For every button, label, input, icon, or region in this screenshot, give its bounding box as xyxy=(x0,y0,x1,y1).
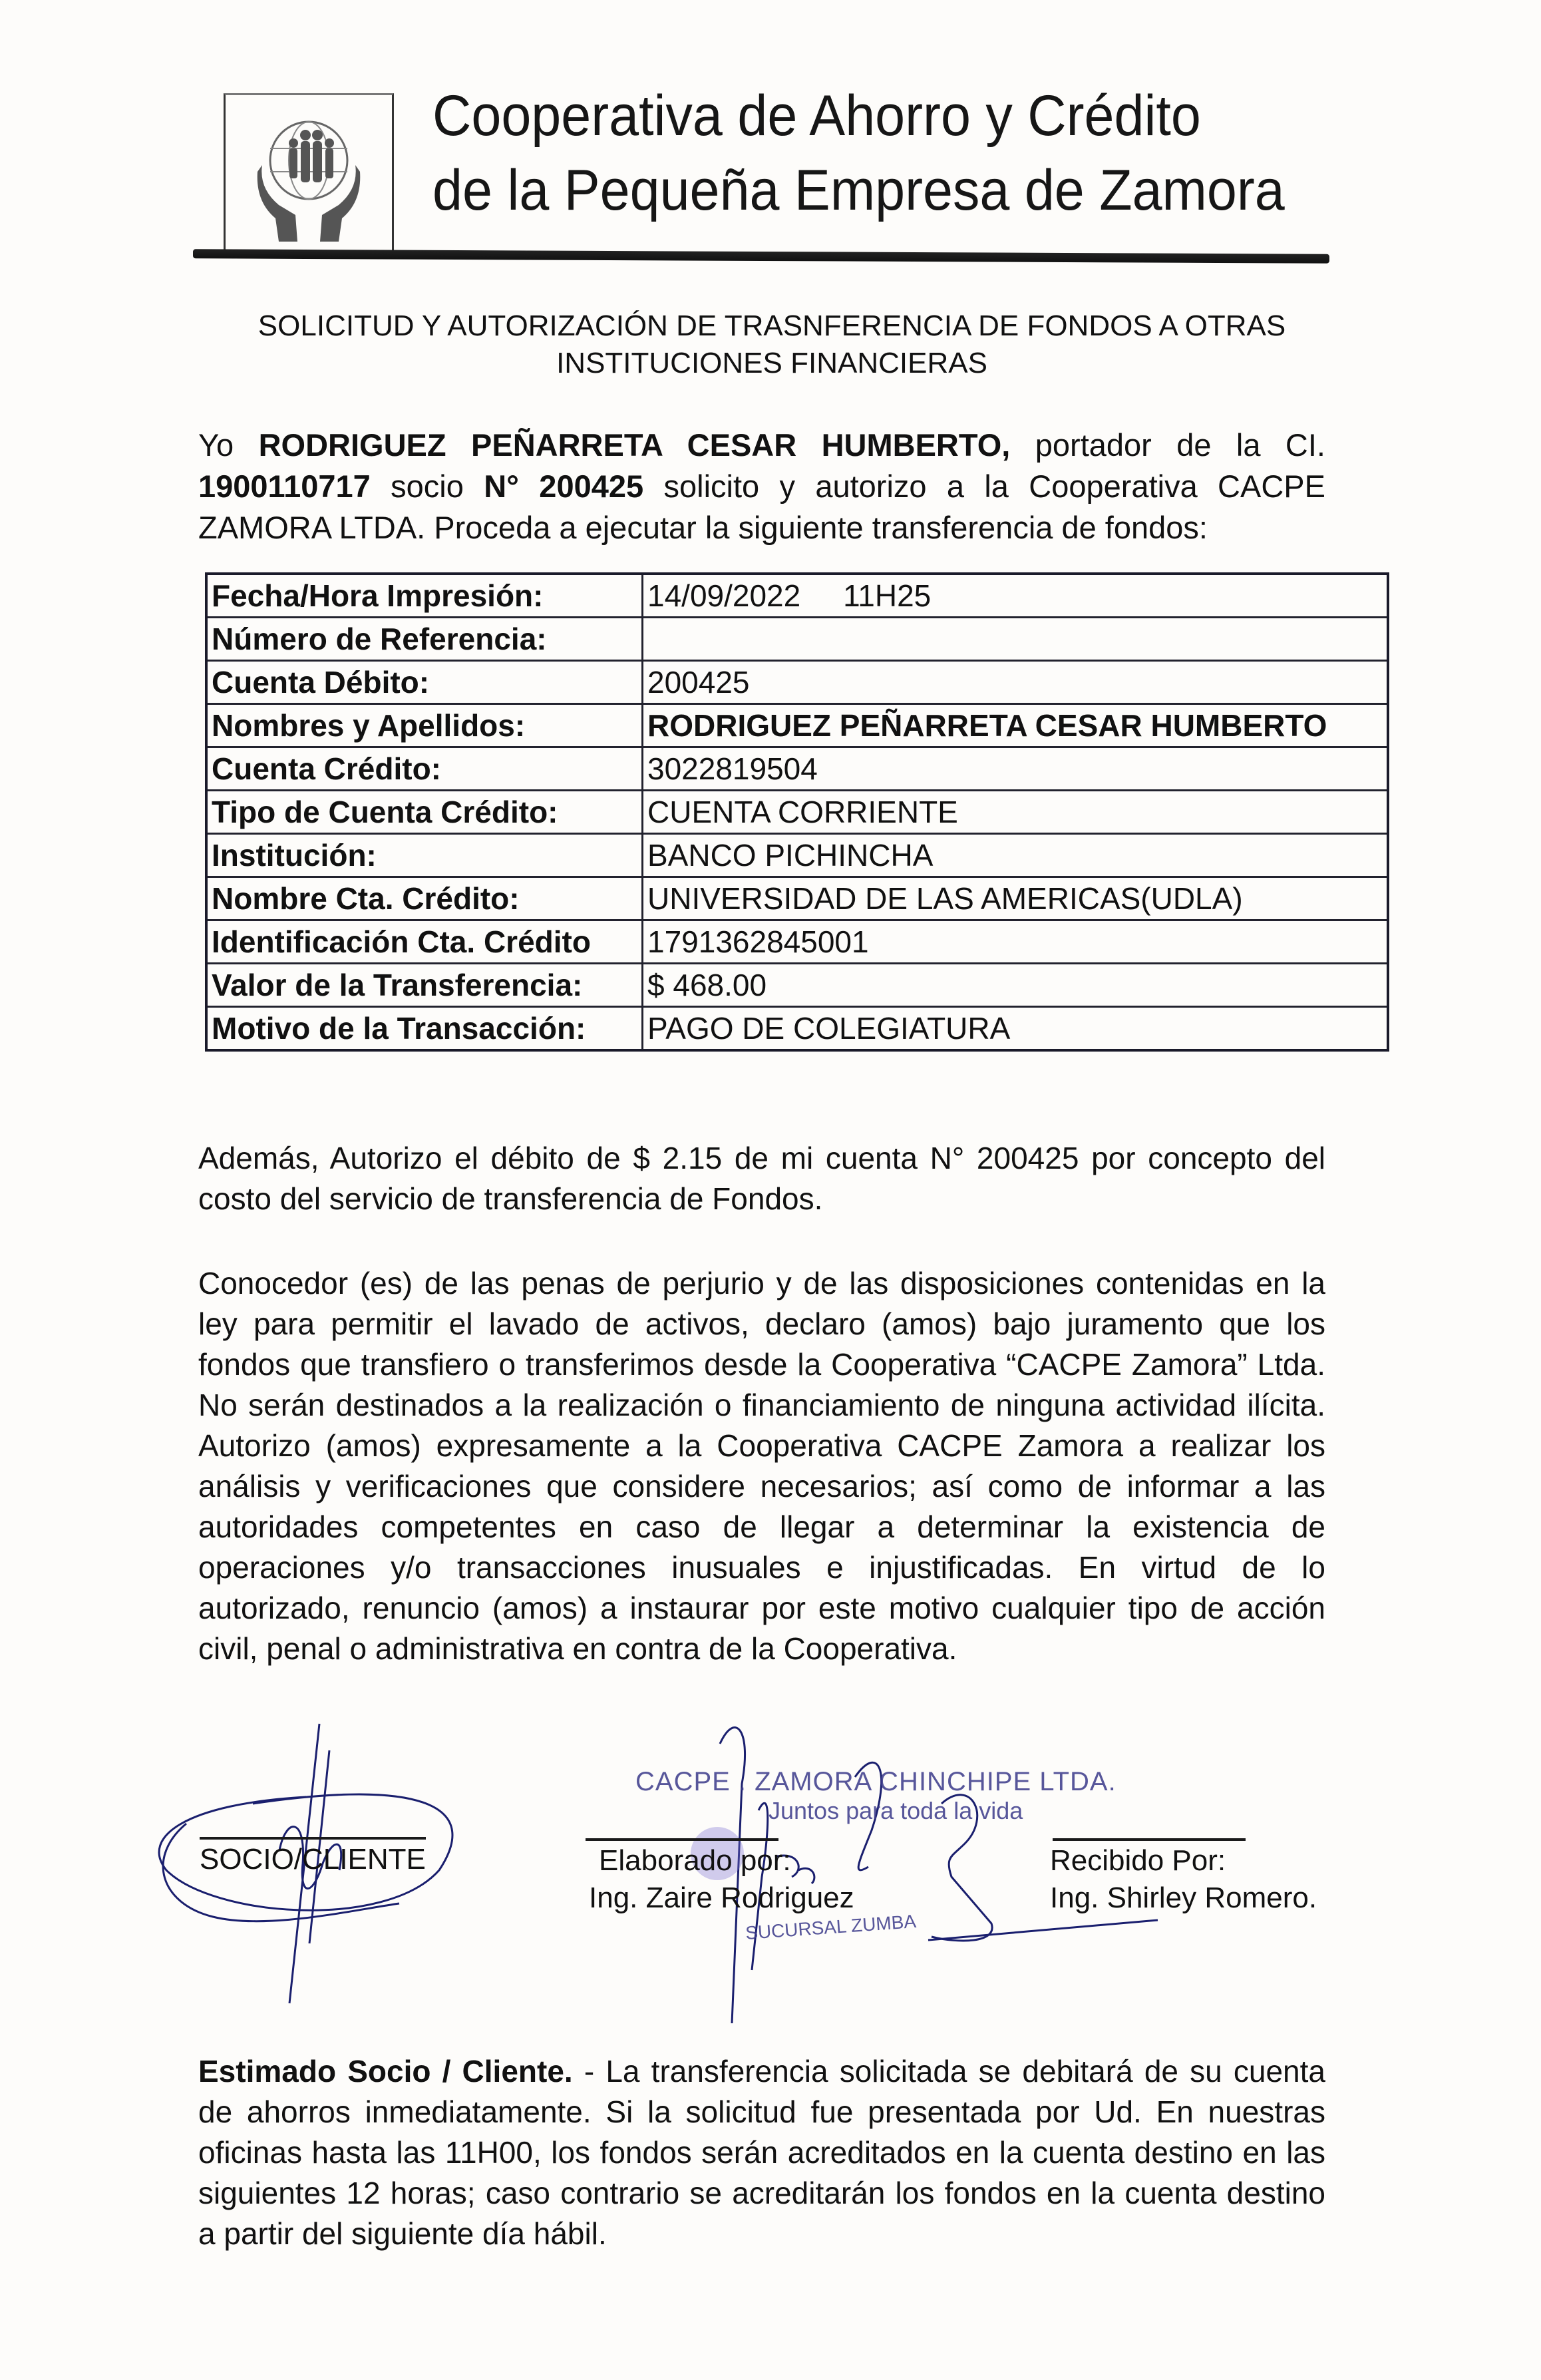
table-row xyxy=(206,920,1388,964)
organization-name-line2: de la Pequeña Empresa de Zamora xyxy=(432,158,1285,222)
table-row xyxy=(206,747,1388,791)
field-value: BANCO PICHINCHA xyxy=(643,834,1389,877)
table-row xyxy=(206,618,1388,661)
field-label: Cuenta Crédito: xyxy=(206,747,643,791)
field-label: Institución: xyxy=(206,834,643,877)
field-value: CUENTA CORRIENTE xyxy=(643,791,1389,834)
field-label: Cuenta Débito: xyxy=(206,661,643,704)
table-row xyxy=(206,661,1388,704)
intro-ci-text: portador de la CI. xyxy=(1010,427,1325,463)
intro-socio-text: socio xyxy=(370,469,484,504)
table-row xyxy=(206,574,1388,618)
applicant-ci: 1900110717 xyxy=(198,469,371,504)
field-label: Nombres y Apellidos: xyxy=(206,704,643,747)
field-label: Motivo de la Transacción: xyxy=(206,1007,643,1051)
received-signature-line xyxy=(1053,1838,1246,1841)
field-label: Fecha/Hora Impresión: xyxy=(206,574,643,618)
intro-statement xyxy=(198,425,1325,548)
cooperative-logo xyxy=(224,93,394,255)
client-signature-label: SOCIO/CLIENTE xyxy=(200,1843,426,1876)
received-by-label: Recibido Por: xyxy=(1050,1844,1226,1877)
applicant-name: RODRIGUEZ PEÑARRETA CESAR HUMBERTO, xyxy=(258,427,1011,463)
stamp-slogan: Juntos para toda la vida xyxy=(769,1797,1023,1824)
field-value: PAGO DE COLEGIATURA xyxy=(643,1007,1389,1051)
organization-name-line1: Cooperativa de Ahorro y Crédito xyxy=(432,84,1201,148)
table-row xyxy=(206,834,1388,877)
table-row xyxy=(206,791,1388,834)
field-value: UNIVERSIDAD DE LAS AMERICAS(UDLA) xyxy=(643,877,1389,920)
hands-globe-icon xyxy=(239,108,379,248)
customer-notice xyxy=(198,2051,1325,2254)
stamp-branch: SUCURSAL ZUMBA xyxy=(745,1911,917,1943)
header-divider xyxy=(193,249,1329,263)
field-value: 1791362845001 xyxy=(643,920,1389,964)
table-row xyxy=(206,704,1388,747)
prepared-by-label: Elaborado por: xyxy=(599,1844,791,1877)
field-value: $ 468.00 xyxy=(643,964,1389,1007)
field-label: Tipo de Cuenta Crédito: xyxy=(206,791,643,834)
notice-lead: Estimado Socio / Cliente. xyxy=(198,2054,573,2088)
table-row xyxy=(206,877,1388,920)
intro-suffix: solicito y autorizo a la Cooperativa CACPE ZAMORA LTDA. Proceda a ejecutar la siguiente transferencia de fondos: xyxy=(198,469,1325,545)
prepared-by-name: Ing. Zaire Rodriguez xyxy=(589,1882,854,1914)
table-row xyxy=(206,964,1388,1007)
field-value: 14/09/2022 11H25 xyxy=(643,574,1389,618)
additional-debit-text: Además, Autorizo el débito de $ 2.15 de mi cuenta N° 200425 por concepto del costo del servicio de transferencia de Fondos. xyxy=(198,1141,1325,1216)
field-label: Nombre Cta. Crédito: xyxy=(206,877,643,920)
field-value xyxy=(643,618,1389,661)
organization-name xyxy=(432,79,1285,228)
document-title-line2: INSTITUCIONES FINANCIERAS xyxy=(556,347,987,379)
document-title-line1: SOLICITUD Y AUTORIZACIÓN DE TRASNFERENCIA DE FONDOS A OTRAS xyxy=(257,309,1286,342)
field-label: Valor de la Transferencia: xyxy=(206,964,643,1007)
intro-prefix: Yo xyxy=(198,427,259,463)
transfer-details-table xyxy=(205,572,1389,1052)
declaration-text: Conocedor (es) de las penas de perjurio y de las disposiciones contenidas en la ley para permitir el lavado de activos, declaro (amos) bajo juramento que los fondos que transfiero o transferimos desde la Cooperativa “CACPE Zamora” Ltda. No serán destinados a la realización o financiamiento de ninguna actividad ilícita. Autorizo (amos) expresamente a la Cooperativa CACPE Zamora a realizar los análisis y verificaciones que considere necesarios; así como de informar a las autoridades competentes en caso de llegar a determinar la existencia de operaciones y/o transacciones inusuales e injustificadas. En virtud de lo autorizado, renuncio (amos) a instaurar por este motivo cualquier tipo de acción civil, penal o administrativa en contra de la Cooperativa. xyxy=(198,1266,1325,1666)
notice-body: - La transferencia solicitada se debitará de su cuenta de ahorros inmediatamente. Si la solicitud fue presentada por Ud. En nuestras oficinas hasta las 11H00, los fondos serán acreditados en la cuenta destino en las siguientes 12 horas; caso contrario se acreditarán los fondos en la cuenta destino a partir del siguiente día hábil. xyxy=(198,2054,1325,2251)
field-value: 3022819504 xyxy=(643,747,1389,791)
field-label: Identificación Cta. Crédito xyxy=(206,920,643,964)
stamp-cooperative-name: CACPE . ZAMORA CHINCHIPE LTDA. xyxy=(635,1767,1116,1796)
field-value: RODRIGUEZ PEÑARRETA CESAR HUMBERTO xyxy=(643,704,1389,747)
field-value: 200425 xyxy=(643,661,1389,704)
prepared-signature-line xyxy=(586,1838,778,1841)
client-signature-line xyxy=(200,1837,426,1840)
field-label: Número de Referencia: xyxy=(206,618,643,661)
table-row xyxy=(206,1007,1388,1051)
document-title xyxy=(193,307,1351,382)
member-number: N° 200425 xyxy=(484,469,644,504)
received-by-name: Ing. Shirley Romero. xyxy=(1050,1882,1317,1914)
